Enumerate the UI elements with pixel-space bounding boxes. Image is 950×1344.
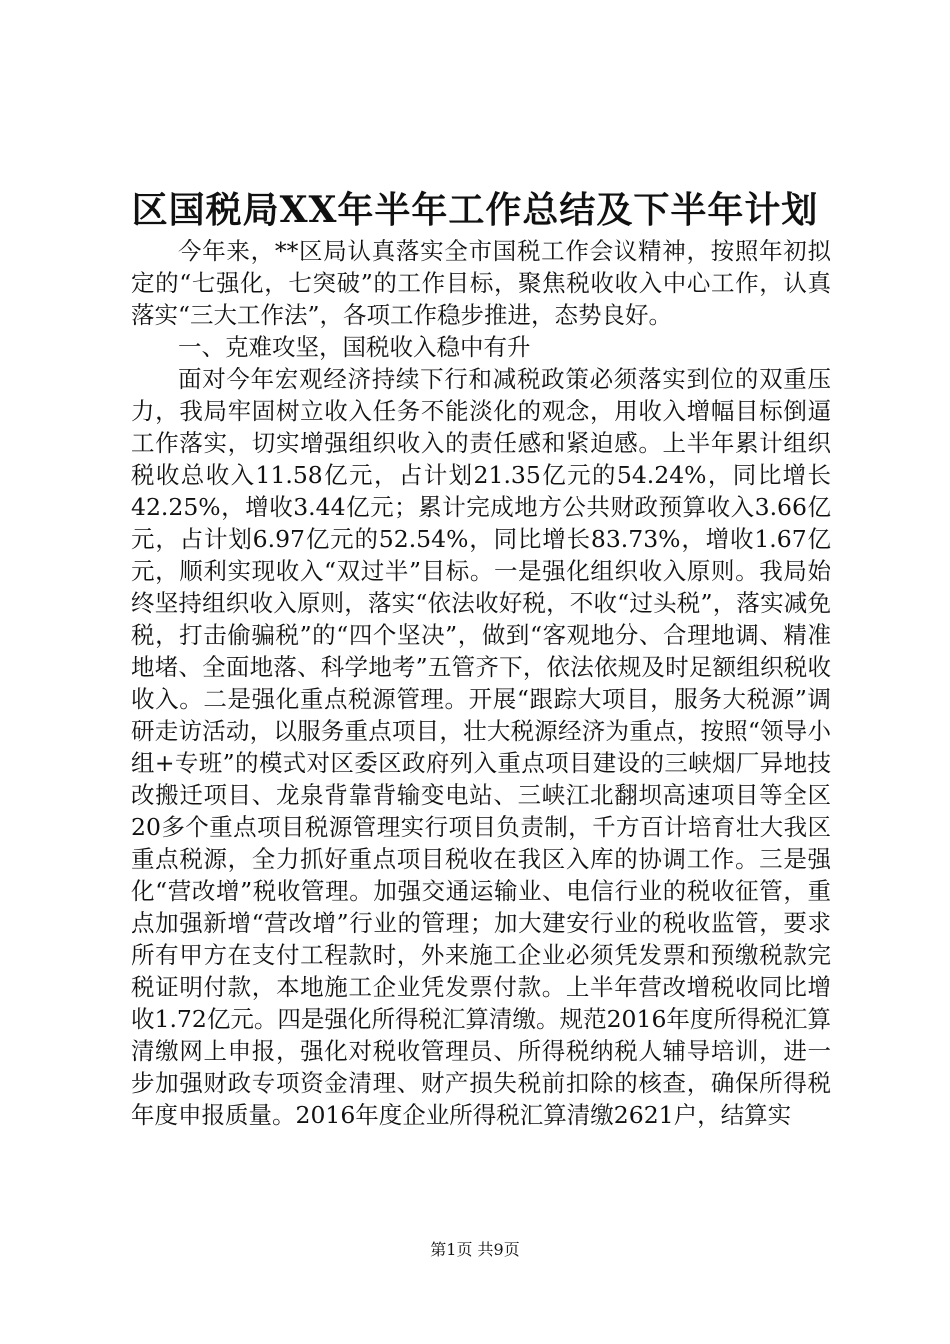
body-paragraph: 面对今年宏观经济持续下行和减税政策必须落实到位的双重压力，我局牢固树立收入任务不能淡化的观念，用收入增幅目标倒逼工作落实，切实增强组织收入的责任感和紧迫感。上半年累计组织税收总收入11.58亿元，占计划21.35亿元的54.24%，同比增长42.25%，增收3.44亿元；累计完成地方公共财政预算收入3.66亿元，占计划6.97亿元的52.54%，同比增长83.73%，增收1.67亿元，顺利实现收入“双过半”目标。一是强化组织收入原则。我局始终坚持组织收入原则，落实“依法收好税，不收“过头税”，落实减免税，打击偷骗税”的“四个坚决”，做到“客观地分、合理地调、精准地堵、全面地落、科学地考”五管齐下，依法依规及时足额组织税收收入。二是强化重点税源管理。开展“跟踪大项目，服务大税源”调研走访活动，以服务重点项目，壮大税源经济为重点，按照“领导小组+专班”的模式对区委区政府列入重点项目建设的三峡烟厂异地技改搬迁项目、龙泉背靠背输变电站、三峡江北翻坝高速项目等全区20多个重点项目税源管理实行项目负责制，千方百计培育壮大我区重点税源，全力抓好重点项目税收在我区入库的协调工作。三是强化“营改增”税收管理。加强交通运输业、电信行业的税收征管，重点加强新增“营改增”行业的管理；加大建安行业的税收监管，要求所有甲方在支付工程款时，外来施工企业必须凭发票和预缴税款完税证明付款，本地施工企业凭发票付款。上半年营改增税收同比增收1.72亿元。四是强化所得税汇算清缴。规范2016年度所得税汇算清缴网上申报，强化对税收管理员、所得税纳税人辅导培训，进一步加强财政专项资金清理、财产损失税前扣除的核查，确保所得税年度申报质量。2016年度企业所得税汇算清缴2621户，结算实 (131, 365, 831, 1129)
document-title: 区国税局XX年半年工作总结及下半年计划 (131, 189, 819, 231)
page-footer: 第1页 共9页 (430, 1240, 520, 1259)
document-body (131, 235, 831, 1131)
intro-paragraph: 今年来，**区局认真落实全市国税工作会议精神，按照年初拟定的“七强化，七突破”的工作目标，聚焦税收收入中心工作，认真落实“三大工作法”，各项工作稳步推进，态势良好。 (131, 237, 831, 329)
section-heading: 一、克难攻坚，国税收入稳中有升 (178, 333, 531, 361)
